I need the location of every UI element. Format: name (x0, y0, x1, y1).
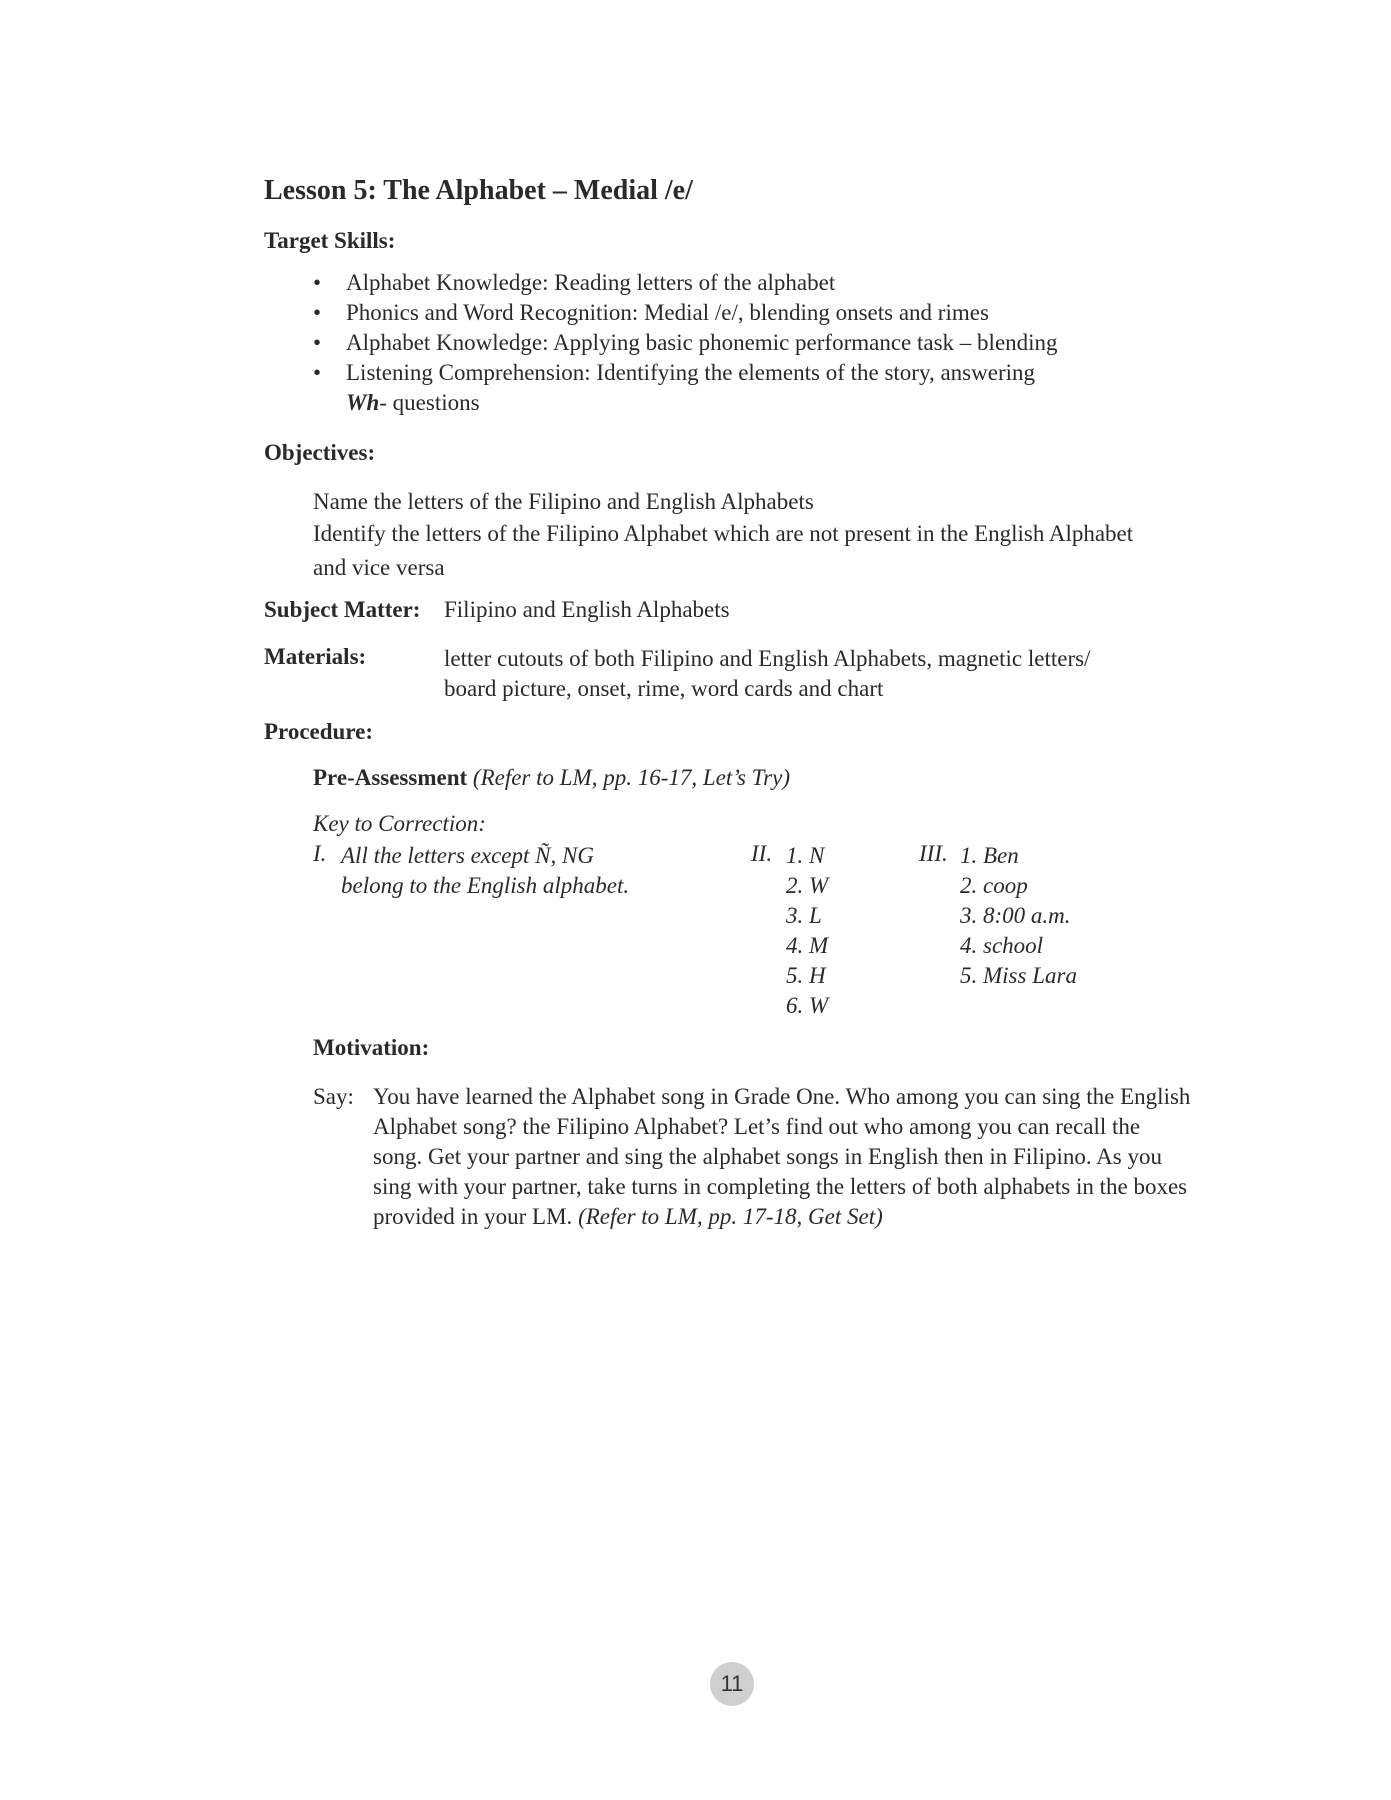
list-item (305, 298, 1058, 328)
say-text: You have learned the Alphabet song in Grade One. Who among you can sing the English Alphabet song? the Filipino Alphabet? Let’s find out who among you can recall the song. Get your partner and sing the alphabet songs in English then in Filipino. As you sing with your partner, take turns in completing the letters of both alphabets in the boxes provided in your LM. (373, 1084, 1191, 1229)
materials-line: letter cutouts of both Filipino and English Alphabets, magnetic letters/ (444, 646, 1091, 671)
objective-line: Name the letters of the Filipino and English Alphabets (313, 489, 814, 514)
materials-label: Materials: (264, 644, 367, 669)
wh-label: Wh (346, 390, 380, 415)
list-item: 2. coop (960, 873, 1028, 898)
list-item: 5. Miss Lara (960, 963, 1077, 988)
skill-text: Phonics and Word Recognition: Medial /e/, blending onsets and rimes (346, 300, 989, 325)
pre-assessment-label: Pre-Assessment (313, 765, 468, 790)
list-item: belong to the English alphabet. (341, 873, 630, 898)
objectives-heading: Objectives: (264, 440, 376, 465)
key-part-2 (786, 841, 828, 1021)
objective-line: and vice versa (313, 555, 445, 580)
target-skills-list (305, 268, 1058, 418)
skill-text: Alphabet Knowledge: Applying basic phonemic performance task – blending (346, 330, 1058, 355)
say-body (373, 1082, 1193, 1232)
key-to-correction-heading: Key to Correction: (313, 811, 486, 836)
list-item-continuation (305, 388, 1058, 418)
list-item: 3. 8:00 a.m. (960, 903, 1071, 928)
list-item: 5. H (786, 963, 826, 988)
list-item: 3. L (786, 903, 822, 928)
lesson-title: Lesson 5: The Alphabet – Medial /e/ (264, 175, 693, 206)
key-part-3-number: III. (919, 841, 948, 866)
key-part-1-number: I. (313, 841, 327, 866)
materials-value (444, 644, 1090, 704)
pre-assessment-line (313, 765, 790, 791)
list-item: All the letters except Ñ, NG (341, 843, 594, 868)
target-skills-heading: Target Skills: (264, 228, 396, 253)
procedure-heading: Procedure: (264, 719, 374, 744)
list-item (305, 358, 1058, 388)
key-part-3 (960, 841, 1077, 991)
page-number-badge: 11 (710, 1662, 754, 1706)
pre-assessment-ref: (Refer to LM, pp. 16-17, Let’s Try) (472, 765, 790, 790)
motivation-heading: Motivation: (313, 1035, 430, 1060)
list-item: 2. W (786, 873, 829, 898)
skill-text: Alphabet Knowledge: Reading letters of the alphabet (346, 270, 836, 295)
list-item: 1. Ben (960, 843, 1019, 868)
key-part-2-number: II. (751, 841, 773, 866)
say-label: Say: (313, 1084, 354, 1109)
wh-rest: - questions (379, 390, 480, 415)
list-item: 1. N (786, 843, 825, 868)
say-paragraph (313, 1082, 1193, 1232)
key-part-1 (341, 841, 629, 901)
list-item: 4. M (786, 933, 829, 958)
list-item (305, 268, 1058, 298)
skill-text: Listening Comprehension: Identifying the elements of the story, answering (346, 360, 1036, 385)
objective-line: Identify the letters of the Filipino Alphabet which are not present in the English Alphabet (313, 521, 1134, 546)
list-item (305, 328, 1058, 358)
say-ref: (Refer to LM, pp. 17-18, Get Set) (578, 1204, 883, 1229)
materials-line: board picture, onset, rime, word cards and chart (444, 676, 884, 701)
list-item: 4. school (960, 933, 1044, 958)
list-item: 6. W (786, 993, 829, 1018)
subject-matter-value: Filipino and English Alphabets (444, 597, 730, 622)
objectives-text (313, 486, 1213, 584)
subject-matter-label: Subject Matter: (264, 597, 421, 622)
